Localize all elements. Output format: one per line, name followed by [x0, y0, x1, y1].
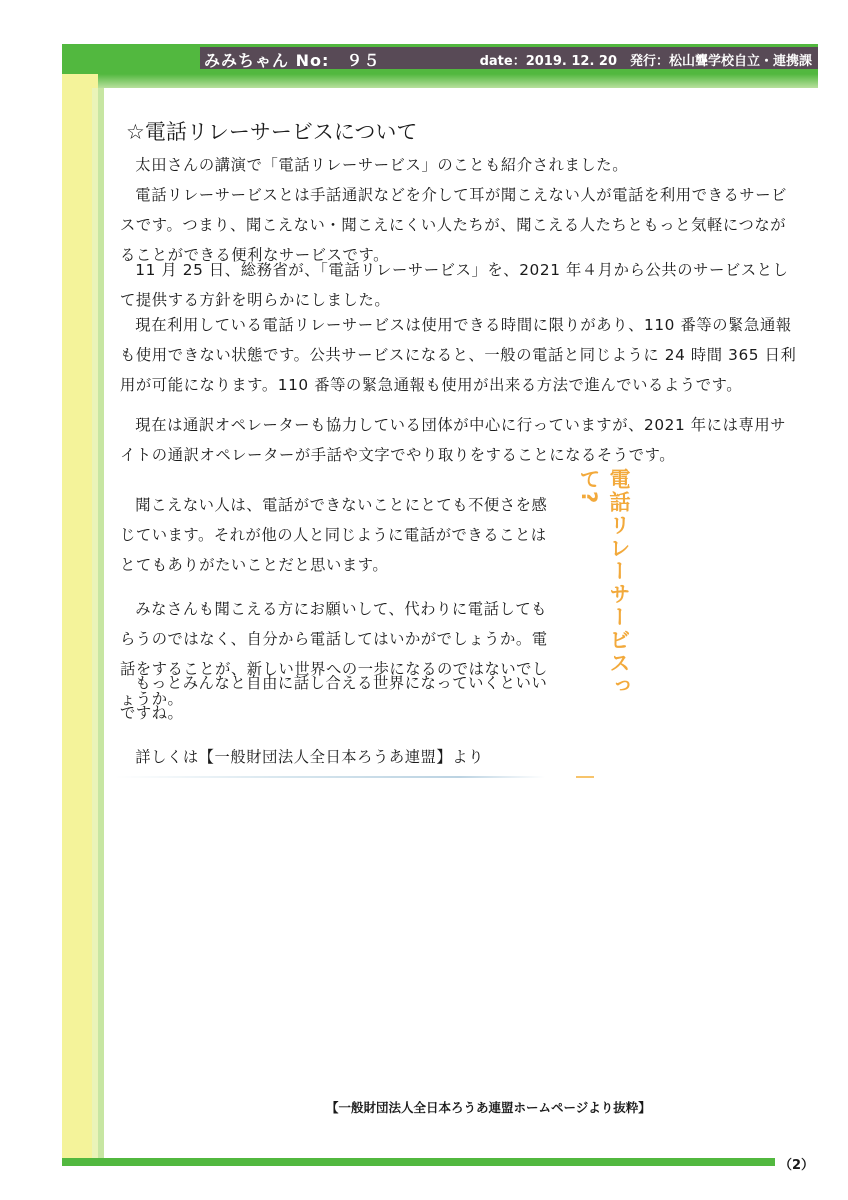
page-number: （2）	[775, 1154, 818, 1173]
column-paragraph: みなさんも聞こえる方にお願いして、代わりに電話してもらうのではなく、自分から電話してはいかがでしょうか。電話をすることが、新しい世界への一歩になるのではないでしょうか。	[120, 600, 548, 708]
newsletter-header	[200, 47, 818, 69]
paragraph: 電話リレーサービスとは手話通訳などを介して耳が聞こえない人が電話を利用できるサービスです。つまり、聞こえない・聞こえにくい人たちが、聞こえる人たちともっと気軽につながることができる便利なサービスです。	[120, 186, 788, 264]
column-paragraph: 詳しくは【一般財団法人全日本ろうあ連盟】より	[135, 748, 484, 766]
issue-meta: date：2019. 12. 20 発行：松山聾学校自立・連携課	[479, 54, 812, 69]
paragraph: 現在は通訳オペレーターも協力している団体が中心に行っていますが、2021 年には専用サイトの通訳オペレーターが手話や文字でやり取りをすることになるそうです。	[120, 416, 787, 464]
column-paragraph: 聞こえない人は、電話ができないことにとても不便さを感じています。それが他の人と同じように電話ができることはとてもありがたいことだと思います。	[120, 496, 548, 574]
footer-green-band	[62, 1158, 818, 1166]
paragraph: 太田さんの講演で「電話リレーサービス」のことも紹介されました。	[135, 156, 629, 174]
paragraph: 現在利用している電話リレーサービスは使用できる時間に限りがあり、110 番等の緊急通報も使用できない状態です。公共サービスになると、一般の電話と同じように 24 時間 365 日利用が可能になります。110 番等の緊急通報も使用が出来る方法で進んでいるようです。	[120, 316, 797, 394]
paragraph: 11 月 25 日、総務省が、「電話リレーサービス」を、2021 年４月から公共のサービスとして提供する方針を明らかにしました。	[120, 261, 789, 309]
vertical-heading: 電話リレーサービスって?	[577, 468, 631, 698]
left-green-strip	[98, 88, 104, 1166]
header-gradient-band	[62, 74, 818, 88]
left-yellow-strip	[62, 74, 92, 1166]
source-credit: 【一般財団法人全日本ろうあ連盟ホームページより抜粋】	[326, 1100, 651, 1115]
column-paragraph: もっとみんなと自由に話し合える世界になっていくといいですね。	[120, 674, 548, 722]
section-divider	[115, 776, 545, 778]
article-title: ☆電話リレーサービスについて	[126, 120, 418, 144]
issue-number: みみちゃん No: ９５	[204, 51, 381, 70]
divider-accent	[576, 776, 594, 778]
